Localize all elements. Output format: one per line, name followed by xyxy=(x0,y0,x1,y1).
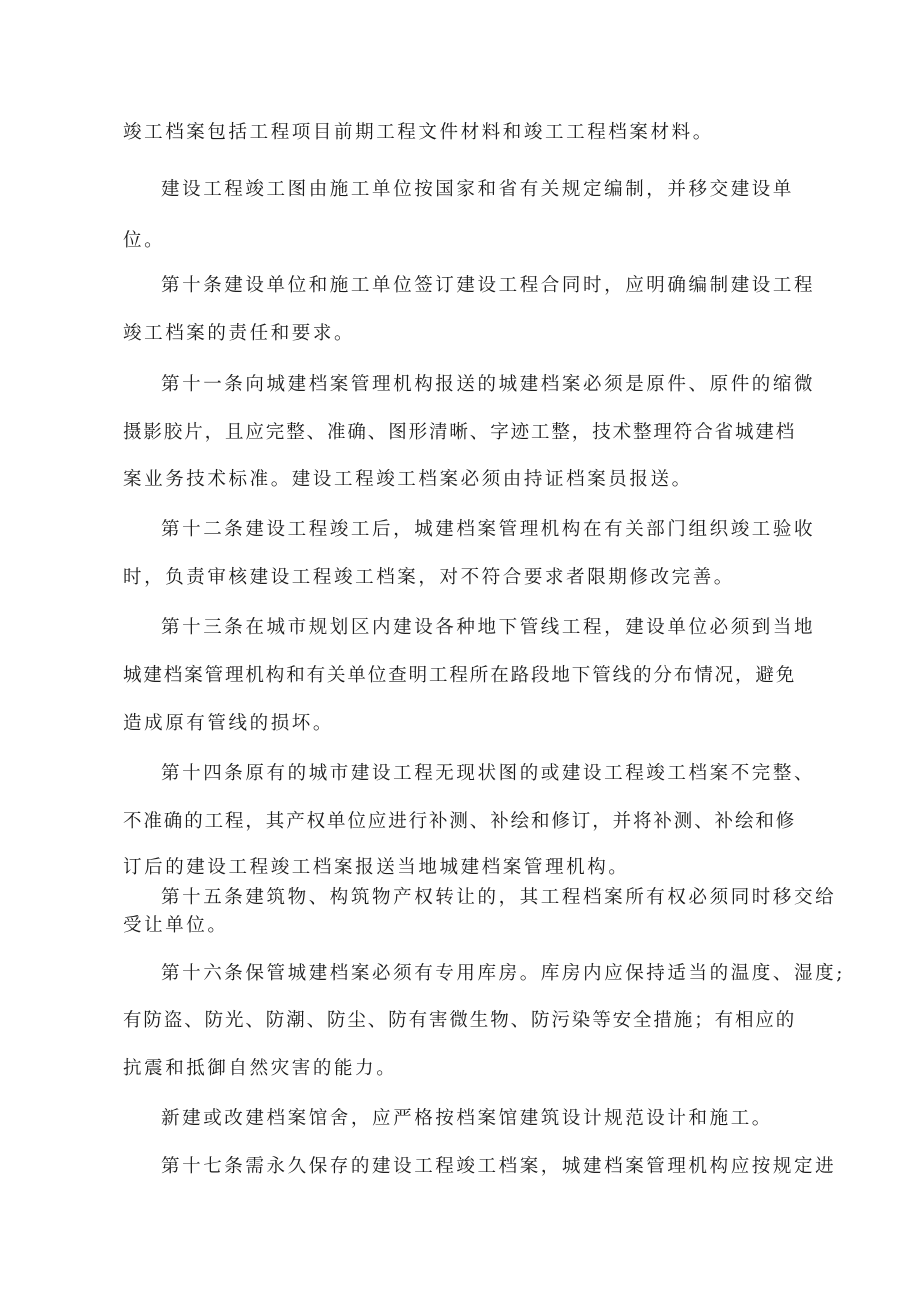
text-line: 摄影胶片，且应完整、准确、图形清晰、字迹工整，技术整理符合省城建档 xyxy=(123,422,797,443)
text-line: 受让单位。 xyxy=(123,915,229,936)
text-line: 造成原有管线的损坏。 xyxy=(123,713,335,734)
text-line: 城建档案管理机构和有关单位查明工程所在路段地下管线的分布情况，避免 xyxy=(123,665,797,686)
text-line: 新建或改建档案馆舍，应严格按档案馆建筑设计规范设计和施工。 xyxy=(161,1108,773,1129)
text-line: 位。 xyxy=(123,230,166,251)
text-line: 第十一条向城建档案管理机构报送的城建档案必须是原件、原件的缩微 xyxy=(161,374,816,395)
text-line: 第十七条需永久保存的建设工程竣工档案，城建档案管理机构应按规定进 xyxy=(161,1156,837,1177)
text-line: 竣工档案的责任和要求。 xyxy=(123,323,356,344)
text-line: 第十二条建设工程竣工后，城建档案管理机构在有关部门组织竣工验收 xyxy=(161,519,816,540)
text-line: 时，负责审核建设工程竣工档案，对不符合要求者限期修改完善。 xyxy=(123,567,735,588)
text-line: 案业务技术标准。建设工程竣工档案必须由持证档案员报送。 xyxy=(123,469,693,490)
text-line: 第十四条原有的城市建设工程无现状图的或建设工程竣工档案不完整、 xyxy=(161,763,816,784)
text-line: 竣工档案包括工程项目前期工程文件材料和竣工工程档案材料。 xyxy=(123,122,714,143)
text-line: 第十五条建筑物、构筑物产权转让的，其工程档案所有权必须同时移交给 xyxy=(161,887,837,908)
text-line: 第十三条在城市规划区内建设各种地下管线工程，建设单位必须到当地 xyxy=(161,617,816,638)
text-line: 第十六条保管城建档案必须有专用库房。库房内应保持适当的温度、湿度; xyxy=(161,963,846,984)
text-line: 有防盗、防光、防潮、防尘、防有害微生物、防污染等安全措施；有相应的 xyxy=(123,1010,797,1031)
text-line: 第十条建设单位和施工单位签订建设工程合同时，应明确编制建设工程 xyxy=(161,275,816,296)
text-line: 订后的建设工程竣工档案报送当地城建档案管理机构。 xyxy=(123,857,630,878)
text-line: 不准确的工程，其产权单位应进行补测、补绘和修订，并将补测、补绘和修 xyxy=(123,811,797,832)
text-line: 建设工程竣工图由施工单位按国家和省有关规定编制，并移交建设单 xyxy=(161,179,795,200)
text-line: 抗震和抵御自然灾害的能力。 xyxy=(123,1058,398,1079)
